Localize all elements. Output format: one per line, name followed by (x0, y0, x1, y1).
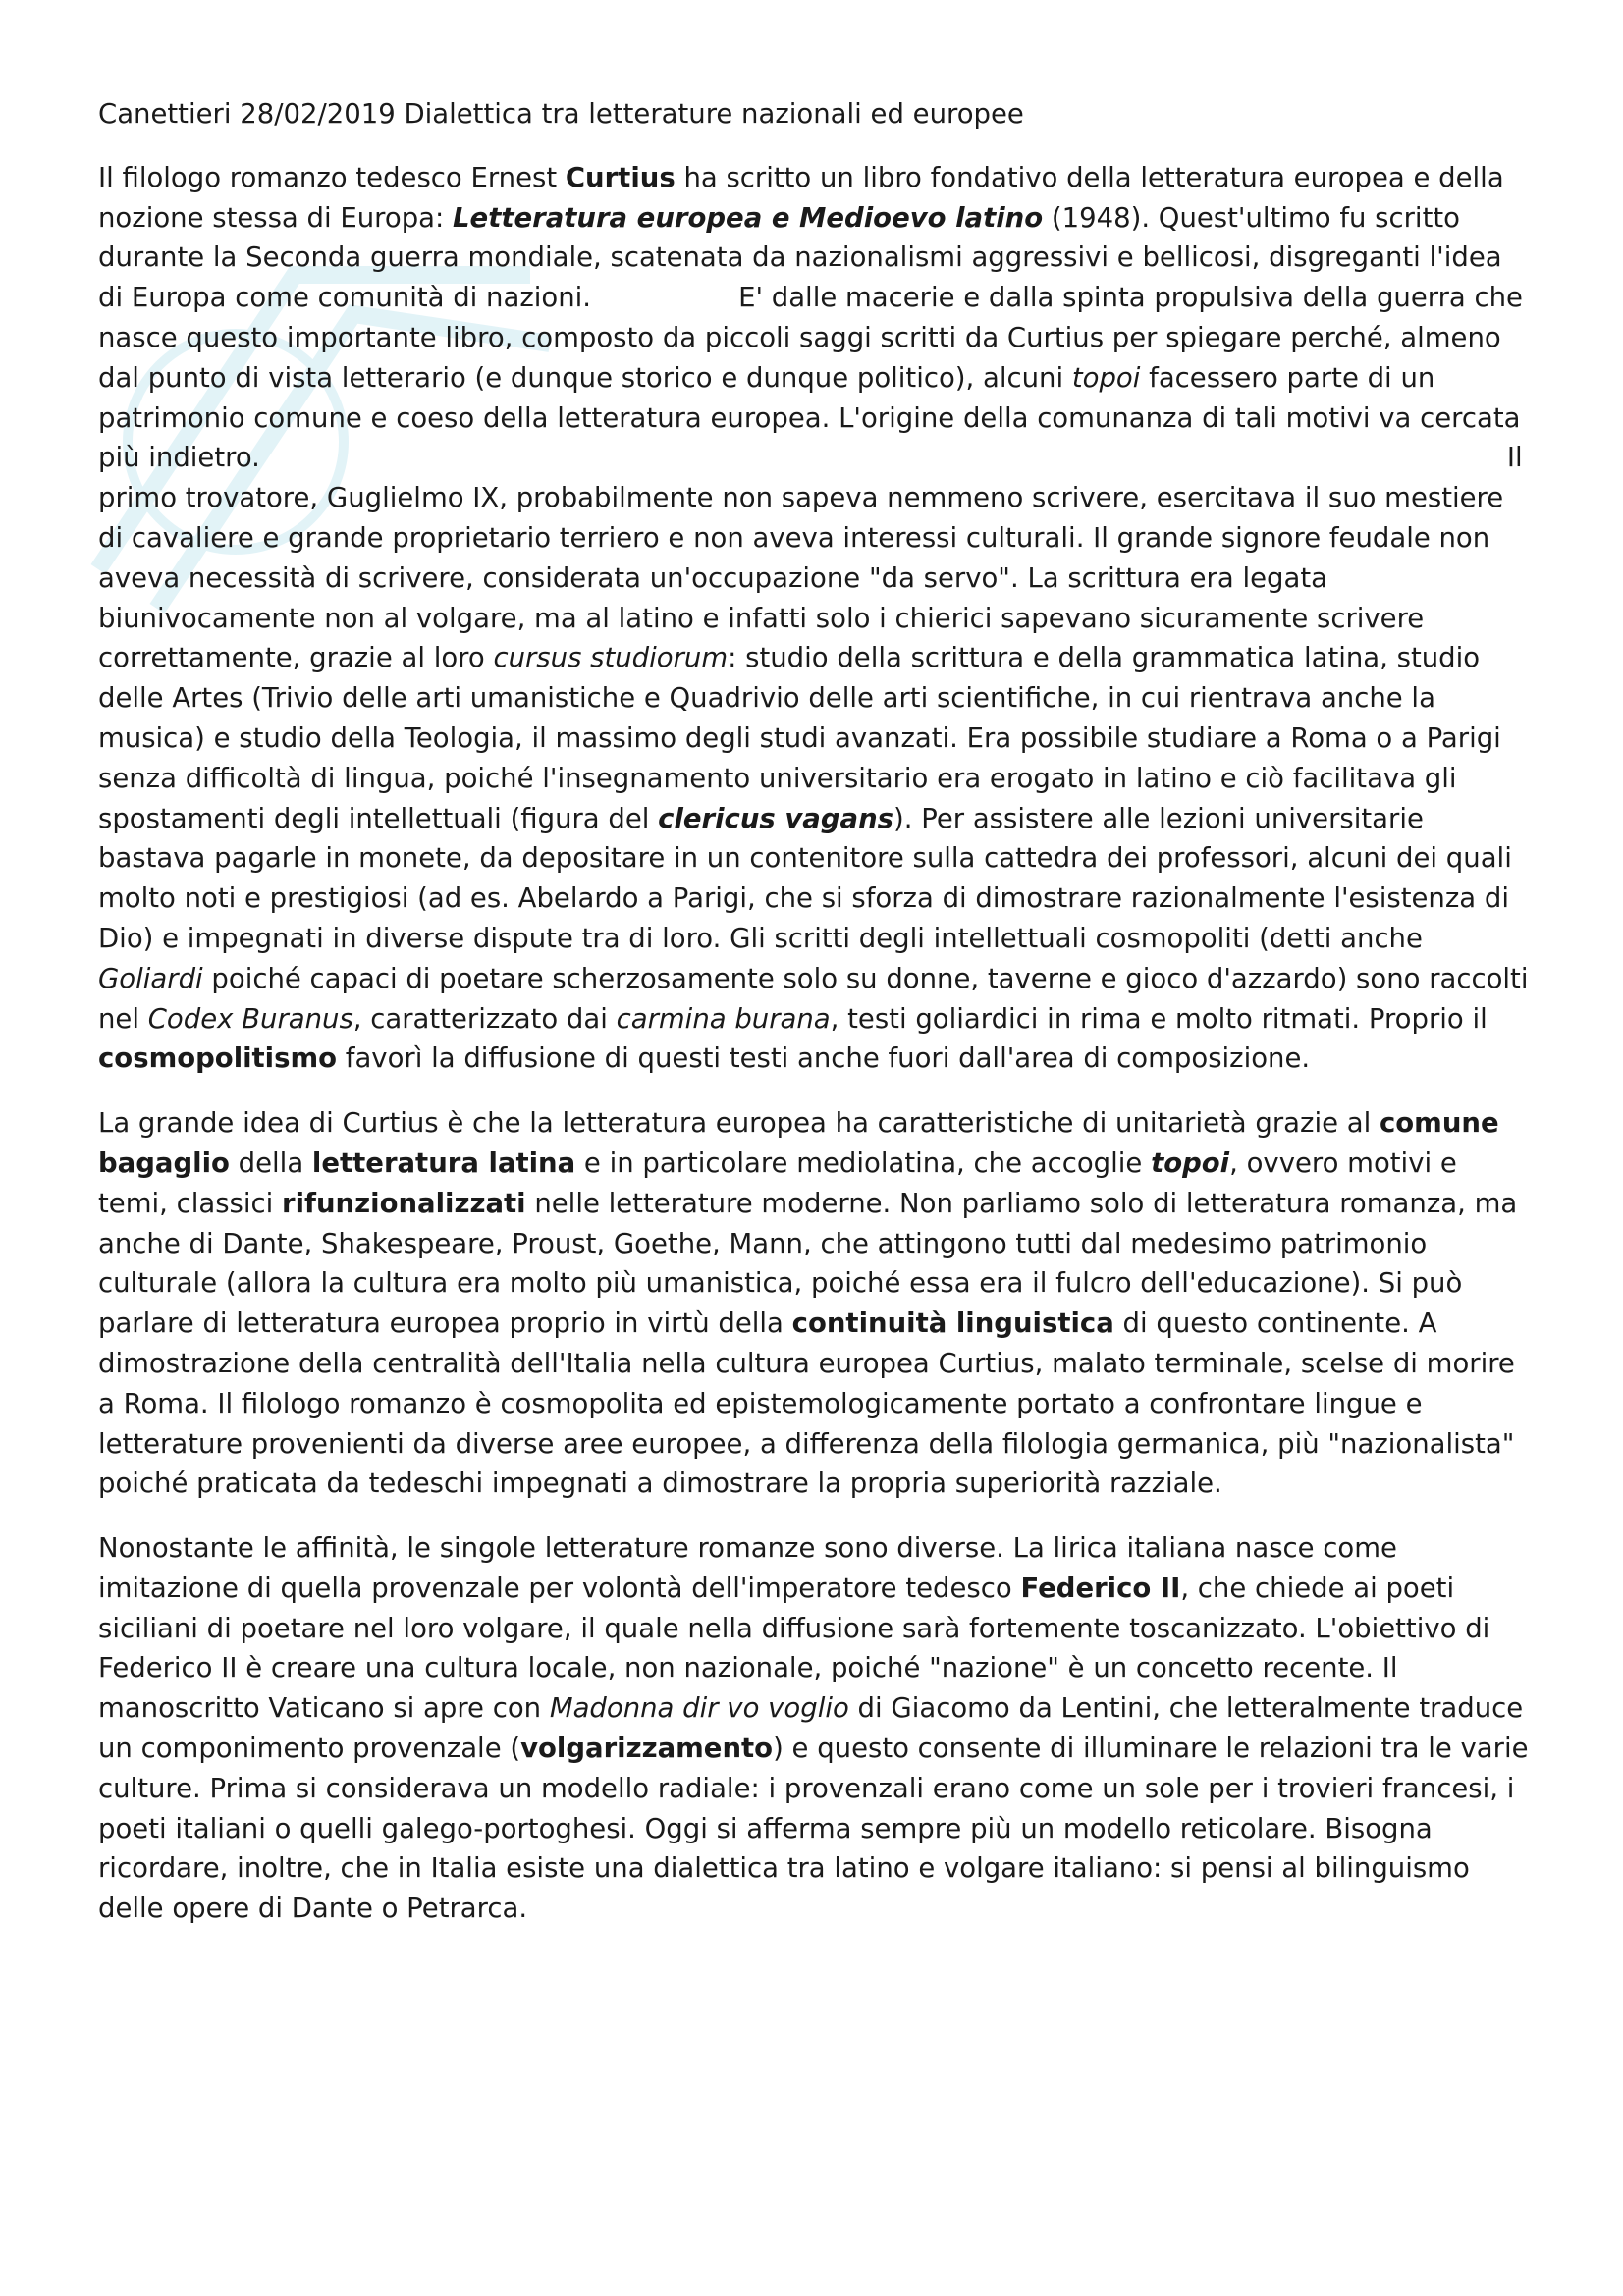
italic-topoi: topoi (1071, 361, 1141, 394)
bold-rifunzionalizzati: rifunzionalizzati (282, 1187, 526, 1219)
document-page (98, 94, 1534, 1953)
italic-cursus-studiorum: cursus studiorum (493, 642, 729, 674)
document-title: Canettieri 28/02/2019 Dialettica tra letterature nazionali ed europee (98, 98, 1024, 130)
bold-volgarizzamento: volgarizzamento (520, 1733, 774, 1765)
italic-codex-buranus: Codex Buranus (147, 1002, 353, 1035)
clericus-vagans: clericus vagans (658, 802, 894, 834)
bold-letteratura-latina: letteratura latina (311, 1147, 576, 1179)
paragraph-curtius: Il filologo romanzo tedesco Ernest Curtius ha scritto un libro fondativo della letteratura europea e della nozione stessa di Europa: Letteratura europea e Medioevo latino (1948). Quest'ultimo fu scritto durante la Seconda guerra mondiale, scatenata da nazionalismi aggressivi e bellicosi, disgreganti l'idea di Europa come comunità di nazioni. E' dalle macerie e dalla spinta propulsiva della guerra che nasce questo importante libro, composto da piccoli saggi scritti da Curtius per spiegare perché, almeno dal punto di vista letterario (e dunque storico e dunque politico), alcuni topoi facessero parte di un patrimonio comune e coeso della letteratura europea. L'origine della comunanza di tali motivi va cercata più indietro. Il primo trovatore, Guglielmo IX, probabilmente non sapeva nemmeno scrivere, esercitava il suo mestiere di cavaliere e grande proprietario terriero e non aveva interessi culturali. Il grande signore feudale non aveva necessità di scrivere, considerata un'occupazione "da servo". La scrittura era legata biunivocamente non al volgare, ma al latino e infatti solo i chierici sapevano sicuramente scrivere correttamente, grazie al loro cursus studiorum: studio della scrittura e della grammatica latina, studio delle Artes (Trivio delle arti umanistiche e Quadrivio delle arti scientifiche, in cui rientrava anche la musica) e studio della Teologia, il massimo degli studi avanzati. Era possibile studiare a Roma o a Parigi senza difficoltà di lingua, poiché l'insegnamento universitario era erogato in latino e ciò facilitava gli spostamenti degli intellettuali (figura del clericus vagans). Per assistere alle lezioni universitarie bastava pagarle in monete, da depositare in un contenitore sulla cattedra dei professori, alcuni dei quali molto noti e prestigiosi (ad es. Abelardo a Parigi, che si sforza di dimostrare razionalmente l'esistenza di Dio) e impegnati in diverse dispute tra di loro. Gli scritti degli intellettuali cosmopoliti (detti anche Goliardi poiché capaci di poetare scherzosamente solo su donne, taverne e gioco d'azzardo) sono raccolti nel Codex Buranus, caratterizzato dai carmina burana, testi goliardici in rima e molto ritmati. Proprio il cosmopolitismo favorì la diffusione di questi testi anche fuori dall'area di composizione. (98, 161, 1529, 1075)
bold-italic-topoi: topoi (1151, 1147, 1230, 1179)
bold-federico-ii: Federico II (1020, 1572, 1181, 1604)
italic-madonna-dir-vo-voglio: Madonna dir vo voglio (549, 1692, 849, 1725)
bold-comune-bagaglio: comune bagaglio (98, 1107, 1499, 1179)
paragraph-letterature-romanze: Nonostante le affinità, le singole letterature romanze sono diverse. La lirica italiana nasce come imitazione di quella provenzale per volontà dell'imperatore tedesco Federico II, che chiede ai poeti siciliani di poetare nel loro volgare, il quale nella diffusione sarà fortemente toscanizzato. L'obiettivo di Federico II è creare una cultura locale, non nazionale, poiché "nazione" è un concetto recente. Il manoscritto Vaticano si apre con Madonna dir vo voglio di Giacomo da Lentini, che letteralmente traduce un componimento provenzale (volgarizzamento) e questo consente di illuminare le relazioni tra le varie culture. Prima si considerava un modello radiale: i provenzali erano come un sole per i trovieri francesi, i poeti italiani o quelli galego-portoghesi. Oggi si afferma sempre più un modello reticolare. Bisogna ricordare, inoltre, che in Italia esiste una dialettica tra latino e volgare italiano: si pensi al bilinguismo delle opere di Dante o Petrarca. (98, 1532, 1529, 1925)
book-title: Letteratura europea e Medioevo latino (453, 201, 1044, 234)
bold-continuita-linguistica: continuità linguistica (791, 1308, 1114, 1340)
italic-goliardi: Goliardi (98, 962, 203, 994)
bold-cosmopolitismo: cosmopolitismo (98, 1042, 338, 1075)
italic-carmina-burana: carmina burana (616, 1002, 831, 1035)
paragraph-idea-curtius: La grande idea di Curtius è che la letteratura europea ha caratteristiche di unitarietà grazie al comune bagaglio della letteratura latina e in particolare mediolatina, che accoglie topoi, ovvero motivi e temi, classici rifunzionalizzati nelle letterature moderne. Non parliamo solo di letteratura romanza, ma anche di Dante, Shakespeare, Proust, Goethe, Mann, che attingono tutti dal medesimo patrimonio culturale (allora la cultura era molto più umanistica, poiché essa era il fulcro dell'educazione). Si può parlare di letteratura europea proprio in virtù della continuità linguistica di questo continente. A dimostrazione della centralità dell'Italia nella cultura europea Curtius, malato terminale, scelse di morire a Roma. Il filologo romanzo è cosmopolita ed epistemologicamente portato a confrontare lingue e letterature provenienti da diverse aree europee, a differenza della filologia germanica, più "nazionalista" poiché praticata da tedeschi impegnati a dimostrare la propria superiorità razziale. (98, 1107, 1518, 1500)
bold-curtius: Curtius (565, 161, 676, 193)
